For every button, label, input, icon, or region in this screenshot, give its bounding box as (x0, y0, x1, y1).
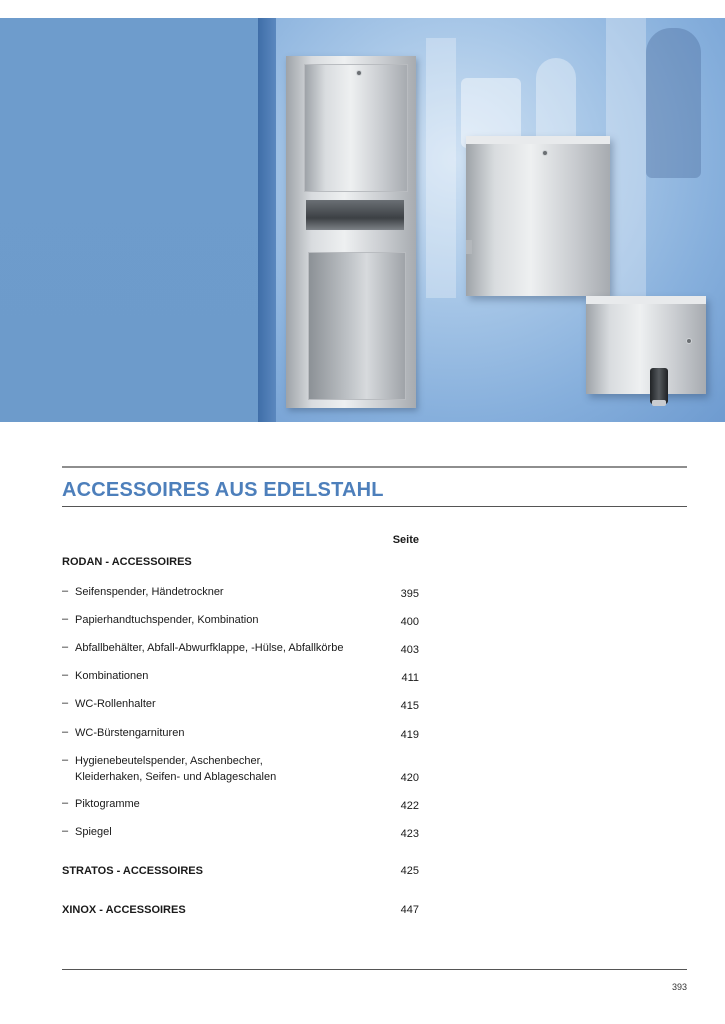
toc-item-label (75, 754, 276, 785)
dash: – (62, 641, 69, 653)
toc-item-label: Kombinationen (75, 670, 149, 682)
nozzle-tip (652, 400, 666, 406)
page-column-header: Seite (392, 534, 419, 546)
toc-item[interactable] (62, 697, 419, 712)
dash: – (62, 613, 69, 625)
soap-nozzle-icon (650, 368, 668, 404)
dispenser-seam (466, 240, 472, 254)
hero-blue-panel (0, 18, 258, 422)
toc-item-label: Seifenspender, Händetrockner (75, 586, 224, 598)
dash: – (62, 825, 69, 837)
dispenser-lid (586, 296, 706, 304)
toc-item[interactable] (62, 754, 419, 784)
toc-item-label: WC-Rollenhalter (75, 698, 156, 710)
toc-item-page: 395 (400, 588, 419, 600)
dash: – (62, 797, 69, 809)
dash: – (62, 585, 69, 597)
page-number: 393 (671, 982, 687, 992)
toc-item-page: 403 (400, 644, 419, 656)
dispenser-lid (466, 136, 610, 144)
background-column (606, 18, 646, 318)
toc-item-page: 419 (400, 729, 419, 741)
toc-item-page: 422 (400, 800, 419, 812)
footer-rule (62, 969, 687, 970)
toc-item-page: 415 (400, 700, 419, 712)
toc-item[interactable] (62, 669, 419, 684)
page-title: ACCESSOIRES AUS EDELSTAHL (62, 479, 384, 501)
lock-icon (542, 150, 548, 156)
toc-item-page: 423 (400, 828, 419, 840)
section-page-xinox: 447 (400, 904, 419, 916)
hero-image (0, 18, 725, 422)
soap-dispenser-illustration (586, 296, 706, 394)
toc-item-page: 411 (401, 672, 419, 684)
top-rule (62, 466, 687, 468)
toc-item-label: Abfallbehälter, Abfall-Abwurfklappe, -Hülse, Abfallkörbe (75, 642, 344, 654)
dash: – (62, 669, 69, 681)
lock-icon (356, 70, 362, 76)
dash: – (62, 697, 69, 709)
section-heading-xinox[interactable]: XINOX - ACCESSOIRES (62, 904, 186, 916)
toc-item[interactable] (62, 726, 419, 741)
towel-slot (306, 200, 404, 230)
dash: – (62, 726, 69, 738)
title-rule (62, 506, 687, 507)
toc-item-label: Spiegel (75, 826, 112, 838)
lock-icon (686, 338, 692, 344)
toc-item-label: WC-Bürstengarnituren (75, 727, 185, 739)
hero-dark-stripe (258, 18, 276, 422)
toc-item-label-line: Kleiderhaken, Seifen- und Ablageschalen (75, 770, 277, 783)
section-heading-stratos[interactable]: STRATOS - ACCESSOIRES (62, 865, 203, 877)
toc-item-label-line: Hygienebeutelspender, Aschenbecher, (75, 755, 263, 767)
toc-item-label: Piktogramme (75, 798, 140, 810)
background-column (426, 38, 456, 298)
toc-item[interactable] (62, 613, 419, 628)
toc-item[interactable] (62, 797, 419, 812)
combination-unit-illustration (286, 56, 416, 408)
waste-door (308, 252, 406, 400)
towel-dispenser-illustration (466, 136, 610, 296)
toc-item[interactable] (62, 825, 419, 840)
dash: – (62, 754, 69, 766)
section-heading-rodan: RODAN - ACCESSOIRES (62, 556, 192, 568)
toc-item-page: 420 (400, 772, 419, 784)
section-page-stratos: 425 (400, 865, 419, 877)
toc-item[interactable] (62, 641, 419, 656)
toc-item-label: Papierhandtuchspender, Kombination (75, 614, 259, 626)
background-person (646, 28, 701, 178)
toc-item-page: 400 (400, 616, 419, 628)
toc-item[interactable] (62, 585, 419, 600)
towel-door (304, 64, 408, 192)
